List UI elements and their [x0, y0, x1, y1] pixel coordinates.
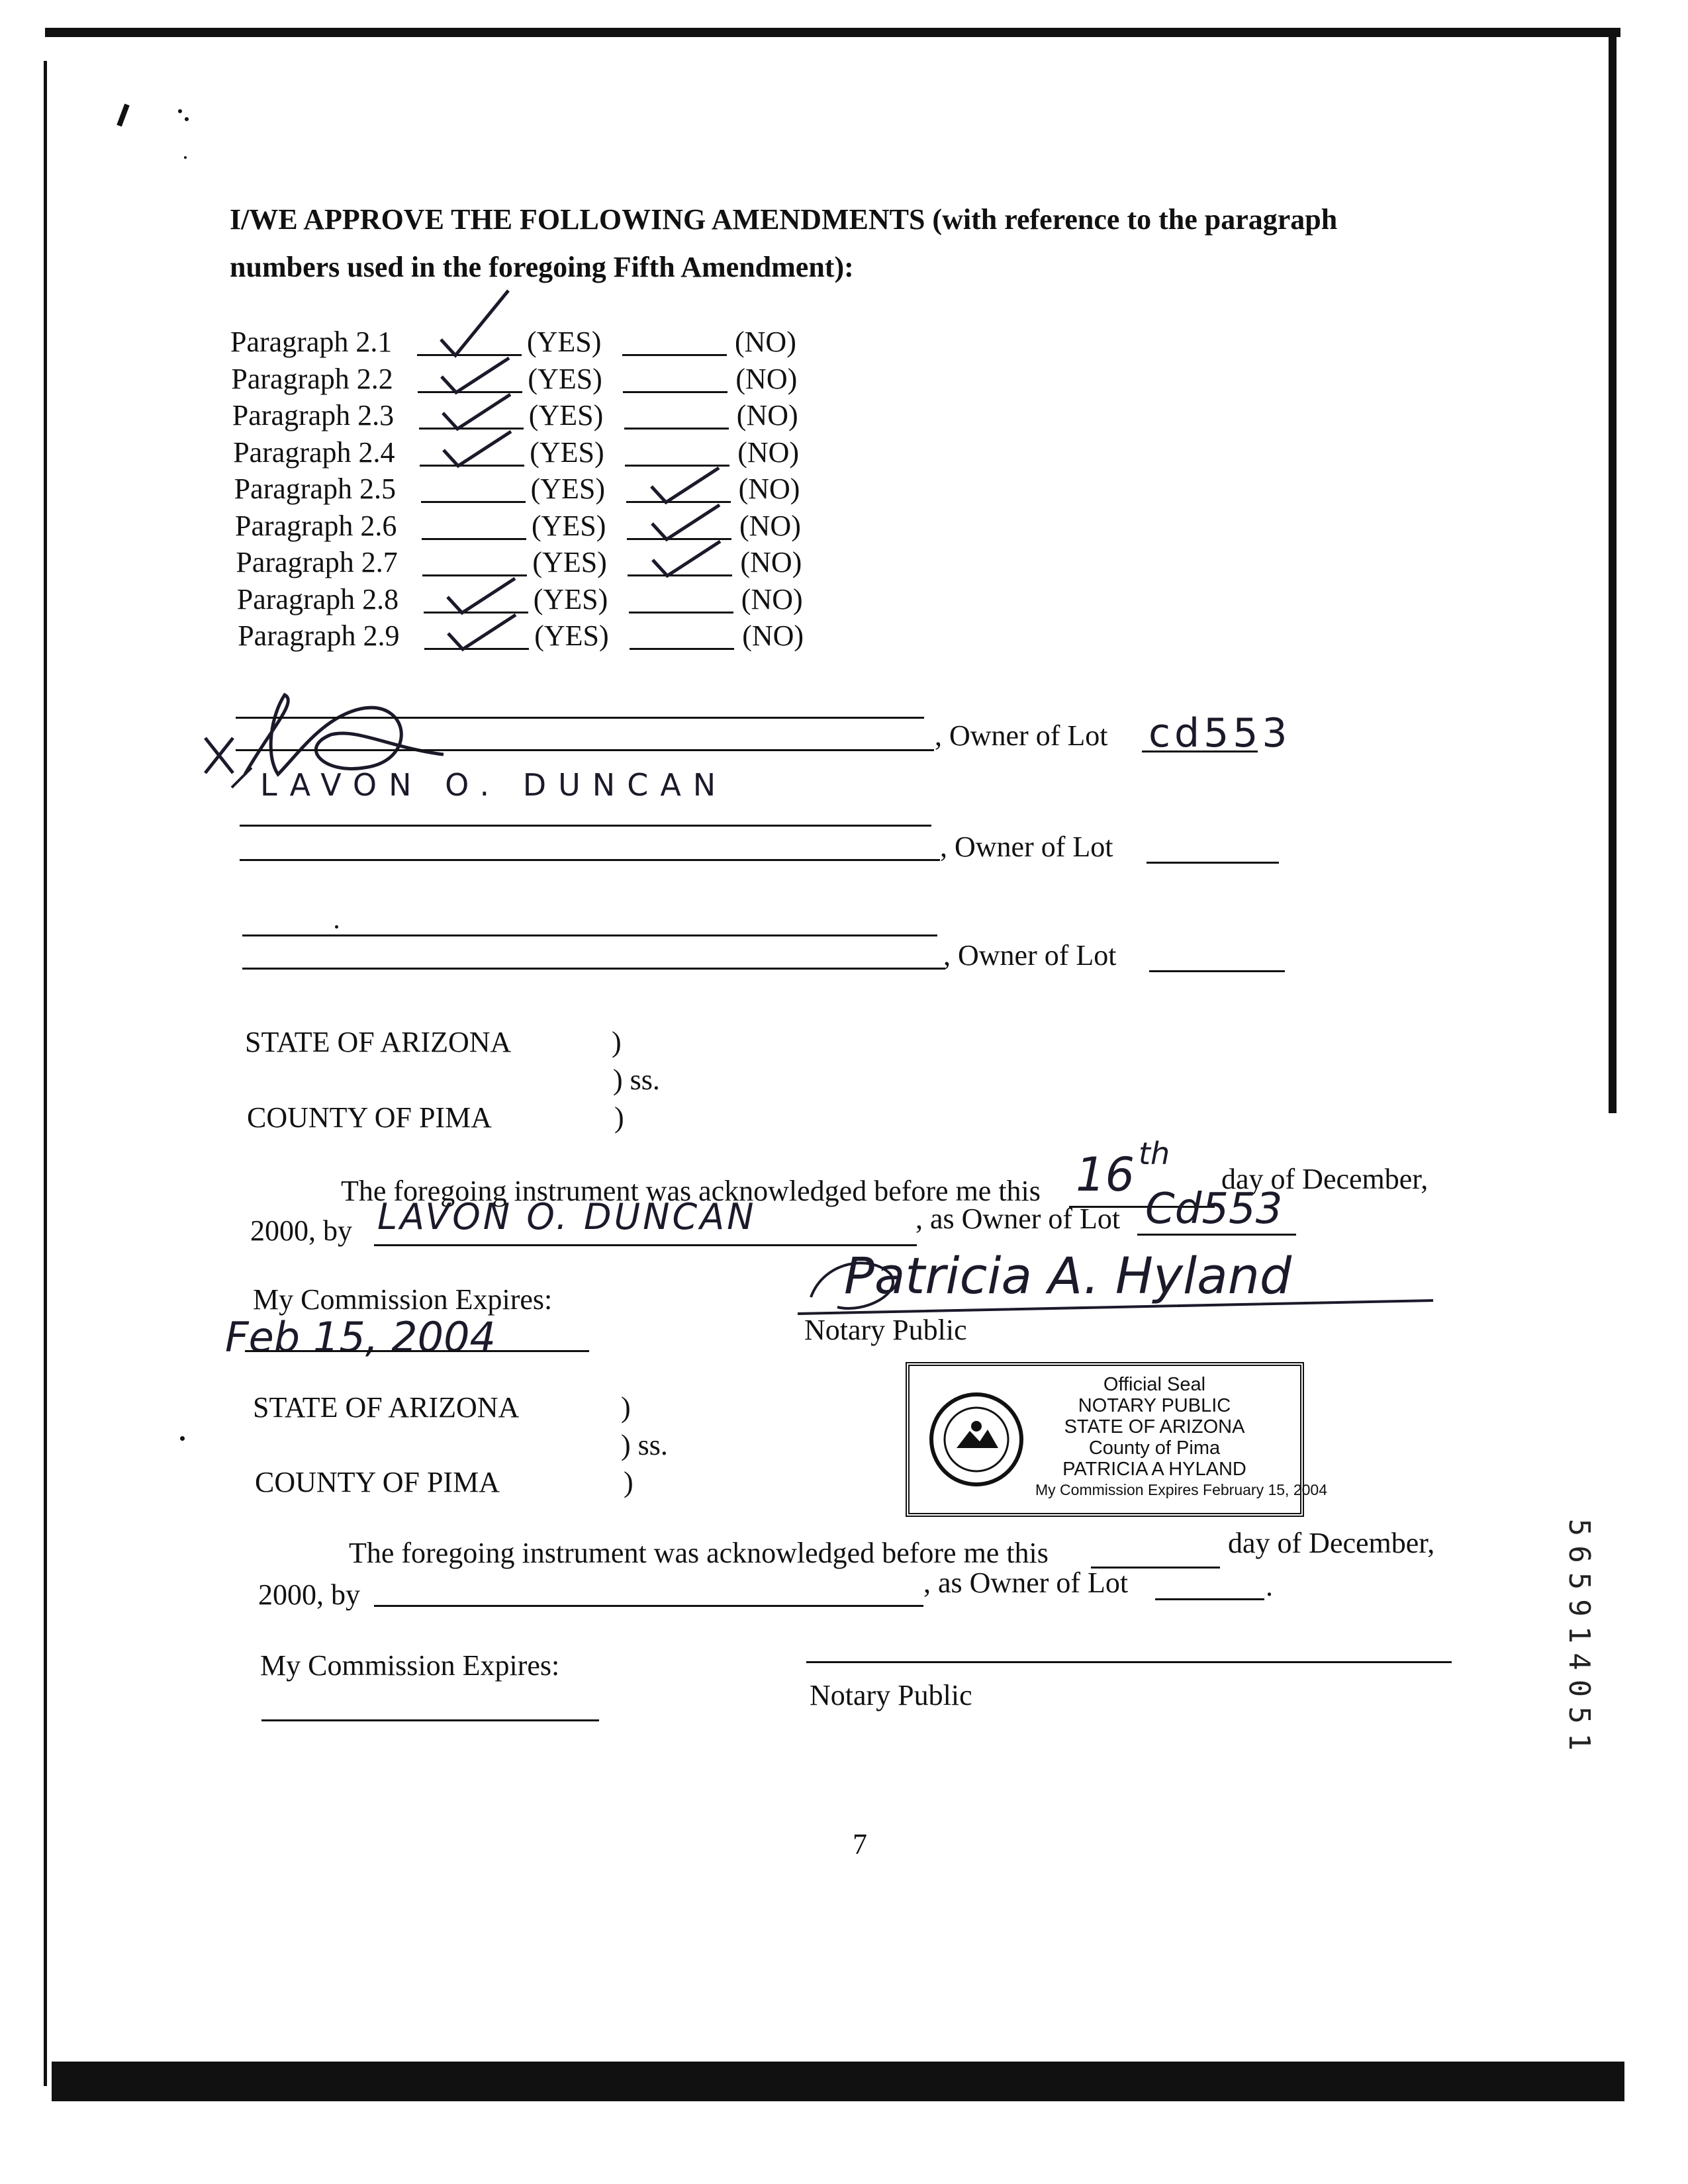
no-blank-line[interactable]	[622, 354, 727, 356]
paragraph-label: Paragraph 2.2	[231, 362, 393, 395]
ack1-lot[interactable]: Cd553	[1145, 1185, 1283, 1234]
ack1-by-name[interactable]: LAVON O. DUNCAN	[377, 1196, 757, 1238]
no-label: (NO)	[739, 509, 801, 542]
owner-line-2b	[240, 859, 940, 861]
ack2-notary-label: Notary Public	[810, 1679, 972, 1711]
no-label: (NO)	[737, 435, 800, 469]
owner-line-1b	[236, 749, 934, 751]
ack2-paren-1: )	[621, 1391, 631, 1424]
page-number: 7	[853, 1828, 867, 1860]
yes-label: (YES)	[530, 435, 604, 469]
margin-stamp: 565914051	[1562, 1518, 1596, 1760]
owner-of-lot-label-3: , Owner of Lot	[943, 939, 1117, 972]
ack1-county: COUNTY OF PIMA	[247, 1101, 492, 1134]
ack1-commission-label: My Commission Expires:	[253, 1283, 553, 1316]
ack2-state: STATE OF ARIZONA	[253, 1391, 520, 1424]
ack1-ss: ) ss.	[613, 1064, 660, 1096]
paragraph-label: Paragraph 2.5	[234, 473, 396, 505]
ack1-notary-label: Notary Public	[804, 1314, 967, 1346]
owner-of-lot-label-2: , Owner of Lot	[940, 831, 1113, 863]
paragraph-row	[236, 582, 833, 618]
amendments-heading-line1: I/WE APPROVE THE FOLLOWING AMENDMENTS (with reference to the paragraph	[230, 203, 1338, 236]
seal-line5: PATRICIA A HYLAND	[1062, 1459, 1246, 1480]
no-blank-line[interactable]	[624, 428, 729, 430]
yes-label: (YES)	[528, 362, 602, 395]
yes-label: (YES)	[528, 399, 604, 432]
checkmark-icon	[432, 425, 524, 471]
ack2-notary-line	[806, 1661, 1452, 1663]
seal-line1: Official Seal	[1103, 1374, 1206, 1395]
paragraph-label: Paragraph 2.8	[236, 582, 399, 615]
ack1-day-suffix: th	[1139, 1136, 1170, 1171]
yes-label: (YES)	[530, 473, 606, 505]
paragraph-label: Paragraph 2.3	[232, 399, 395, 432]
no-label: (NO)	[741, 582, 803, 615]
paragraph-row	[230, 328, 826, 361]
lot-number-1[interactable]: cd553	[1149, 710, 1291, 756]
owner-line-3a	[242, 934, 937, 936]
owner-line-1a	[236, 717, 924, 719]
paragraph-row	[232, 401, 828, 434]
ack1-paren-1: )	[612, 1026, 622, 1058]
ack1-line2-a: 2000, by	[250, 1214, 352, 1247]
owner-printed-name-1: LAVON O. DUNCAN	[260, 767, 728, 803]
lot-number-line-2	[1147, 862, 1279, 864]
paragraph-row	[233, 435, 829, 471]
no-blank-line[interactable]	[623, 391, 727, 393]
scan-border-bottom	[52, 2062, 1624, 2101]
ack2-line2-b: , as Owner of Lot	[923, 1567, 1129, 1599]
lot-number-line-3	[1149, 970, 1285, 972]
ack2-line1-a: The foregoing instrument was acknowledged before me this	[349, 1537, 1049, 1569]
stray-dot	[335, 925, 338, 929]
owner-line-2a	[240, 825, 931, 827]
stray-dot-2	[180, 1436, 185, 1441]
scan-border-right	[1609, 28, 1617, 1113]
paragraph-label: Paragraph 2.7	[236, 546, 398, 578]
ack1-commission-date[interactable]: Feb 15, 2004	[225, 1313, 496, 1361]
seal-line6: My Commission Expires February 15, 2004	[1035, 1481, 1327, 1498]
no-label: (NO)	[742, 619, 804, 652]
paragraph-row	[238, 621, 833, 655]
checkmark-icon	[436, 608, 529, 655]
yes-label: (YES)	[534, 619, 609, 652]
notary-seal	[906, 1362, 1327, 1517]
scan-border-left	[44, 61, 47, 2086]
paragraph-label: Paragraph 2.4	[233, 435, 395, 469]
ack1-line1-a: The foregoing instrument was acknowledged before me this	[341, 1175, 1041, 1207]
paragraph-label: Paragraph 2.1	[230, 326, 393, 358]
stray-mark	[99, 73, 192, 192]
no-label: (NO)	[740, 546, 802, 578]
no-label: (NO)	[735, 362, 798, 395]
ack2-paren-2: )	[624, 1466, 633, 1498]
no-blank-line[interactable]	[629, 612, 733, 614]
ack2-by-line	[374, 1605, 923, 1607]
ack2-commission-label: My Commission Expires:	[260, 1649, 560, 1682]
ack2-ss: ) ss.	[621, 1429, 668, 1461]
ack2-line1-b: day of December,	[1228, 1527, 1435, 1559]
arizona-state-seal	[927, 1390, 1026, 1489]
owner-of-lot-label-1: , Owner of Lot	[935, 719, 1108, 752]
no-blank-line[interactable]	[630, 648, 734, 650]
yes-label: (YES)	[533, 582, 608, 615]
seal-line2: NOTARY PUBLIC	[1078, 1395, 1231, 1416]
paragraph-label: Paragraph 2.6	[235, 509, 397, 542]
scan-border-top	[45, 28, 1620, 37]
ack1-line1-b: day of December,	[1221, 1163, 1429, 1195]
yes-blank-line[interactable]	[422, 538, 526, 540]
notary-signature-text: Patricia A. Hyland	[844, 1246, 1292, 1305]
ack2-county: COUNTY OF PIMA	[255, 1466, 500, 1498]
ack1-paren-2: )	[614, 1101, 624, 1134]
ack2-lot-line	[1155, 1598, 1264, 1600]
no-label: (NO)	[736, 399, 798, 432]
checkmark-icon	[641, 535, 733, 581]
ack1-state: STATE OF ARIZONA	[245, 1026, 512, 1058]
ack2-line2-a: 2000, by	[258, 1578, 360, 1611]
yes-blank-line[interactable]	[421, 501, 526, 503]
seal-line4: County of Pima	[1088, 1437, 1221, 1459]
ack1-line2-b: , as Owner of Lot	[915, 1203, 1121, 1235]
seal-line3: STATE OF ARIZONA	[1064, 1416, 1245, 1437]
amendments-heading-line2: numbers used in the foregoing Fifth Amendment):	[230, 251, 854, 283]
yes-label: (YES)	[532, 509, 606, 542]
checkmark-icon	[429, 288, 522, 361]
ack2-line2-end: .	[1266, 1570, 1273, 1602]
no-label: (NO)	[735, 326, 796, 358]
paragraph-row	[234, 475, 830, 508]
ack2-commission-line	[261, 1719, 599, 1721]
paragraph-row	[231, 362, 827, 398]
yes-label: (YES)	[532, 546, 607, 578]
owner-line-3b	[242, 968, 945, 970]
ack1-commission-line	[245, 1350, 589, 1352]
paragraph-row	[235, 509, 831, 545]
no-label: (NO)	[738, 473, 800, 505]
ack1-day[interactable]: 16	[1076, 1148, 1135, 1202]
paragraph-row	[236, 548, 831, 581]
yes-label: (YES)	[527, 326, 602, 358]
paragraph-label: Paragraph 2.9	[238, 619, 400, 652]
